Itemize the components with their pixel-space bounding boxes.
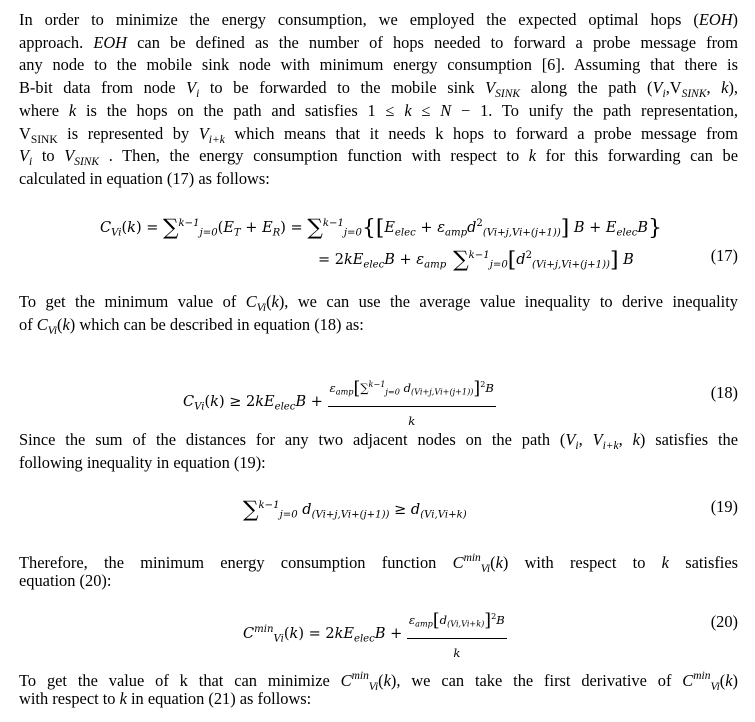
- text-line: [19, 453, 738, 473]
- text-segment: Therefore, the minimum energy consumption function: [19, 552, 453, 572]
- text-segment: E: [605, 220, 617, 237]
- text-segment: to be forwarded to the mobile sink: [199, 78, 486, 98]
- text-segment: k−1: [258, 500, 280, 511]
- text-segment: following inequality in equation (19):: [19, 452, 266, 472]
- text-segment: k: [404, 100, 412, 120]
- text-segment: j=0: [385, 386, 400, 397]
- text-segment: 2: [525, 250, 533, 261]
- text-segment: min: [351, 670, 369, 682]
- text-segment: d: [439, 612, 448, 627]
- equation-18: [183, 372, 496, 433]
- text-segment: (Vi,Vi+k): [447, 618, 485, 629]
- text-segment: +: [415, 220, 438, 237]
- text-segment: elec: [394, 227, 416, 239]
- text-segment: k: [210, 394, 219, 411]
- text-segment: elec: [353, 633, 375, 645]
- text-segment: B: [618, 252, 634, 269]
- text-segment: EOH: [93, 32, 127, 52]
- text-segment: SINK: [681, 88, 707, 101]
- text-segment: [: [353, 378, 361, 399]
- text-segment: k: [119, 688, 127, 708]
- text-segment: i: [575, 440, 579, 453]
- text-segment: ): [732, 670, 738, 690]
- text-segment: d: [516, 252, 526, 269]
- text-segment: − 1. To unify the path representation,: [451, 100, 738, 120]
- text-segment: ∑: [360, 380, 369, 395]
- text-segment: (: [121, 220, 128, 237]
- text-segment: can be defined as the number of hops needed to forward a probe message from: [127, 32, 738, 52]
- text-segment: ) = 2: [298, 626, 335, 643]
- equation-20-lhs: [243, 624, 407, 645]
- text-segment: ), we can use the average value inequality to derive inequality: [278, 292, 738, 311]
- text-segment: k−1: [322, 218, 344, 229]
- text-segment: ,: [578, 430, 593, 449]
- text-segment: k−1: [368, 379, 386, 389]
- text-segment: V: [485, 78, 496, 98]
- equation-19-number: (19): [710, 497, 738, 516]
- text-segment: B: [384, 252, 395, 269]
- text-segment: (: [719, 670, 726, 690]
- equation-17-line-2: [318, 244, 634, 278]
- text-segment: to: [32, 146, 65, 166]
- text-segment: R: [272, 227, 281, 239]
- text-segment: ε: [329, 380, 336, 395]
- equation-17-number: (17): [710, 246, 738, 265]
- text-segment: d: [297, 502, 312, 519]
- text-segment: ,: [706, 78, 722, 98]
- text-segment: E: [223, 220, 234, 237]
- text-segment: E: [262, 220, 273, 237]
- text-segment: SINK: [74, 156, 100, 169]
- equation-20-fraction: [407, 604, 507, 665]
- text-segment: ) with respect to: [502, 552, 662, 572]
- text-segment: ∑: [307, 215, 323, 241]
- text-segment: i: [29, 156, 33, 169]
- text-line: [19, 10, 738, 30]
- text-segment: ): [732, 10, 738, 29]
- equation-20-number: (20): [710, 612, 738, 631]
- text-segment: min: [254, 624, 274, 636]
- text-segment: B: [637, 220, 649, 237]
- text-segment: V: [652, 78, 663, 98]
- text-segment: amp: [424, 259, 447, 271]
- text-segment: V: [64, 146, 75, 166]
- text-segment: C: [100, 220, 112, 237]
- text-segment: ε: [408, 612, 416, 627]
- text-segment: k: [127, 220, 136, 237]
- text-segment: +: [240, 220, 263, 237]
- text-line: [19, 689, 738, 709]
- text-segment: ,V: [665, 78, 682, 98]
- text-segment: B: [496, 612, 505, 627]
- text-segment: [: [432, 610, 440, 631]
- text-segment: (: [283, 626, 290, 643]
- text-segment: B: [374, 626, 386, 643]
- text-line: [19, 33, 738, 53]
- text-segment: d: [410, 502, 421, 519]
- text-segment: ) =: [280, 220, 308, 237]
- text-segment: N: [440, 100, 452, 120]
- text-segment: k−1: [468, 250, 490, 261]
- text-segment: ∑: [162, 215, 179, 241]
- text-segment: ]: [609, 247, 619, 273]
- text-segment: Vi: [111, 227, 122, 239]
- text-segment: (: [204, 394, 211, 411]
- text-segment: is the hops on the path and satisfies 1 ≤: [76, 100, 405, 120]
- text-segment: +: [306, 394, 328, 411]
- text-segment: C: [36, 314, 48, 334]
- text-segment: along the path (: [520, 78, 653, 98]
- text-segment: ,: [618, 430, 633, 449]
- text-segment: V: [19, 146, 30, 166]
- fraction-denominator: [328, 407, 496, 433]
- text-segment: 2: [480, 379, 486, 389]
- text-line: [19, 101, 738, 121]
- text-segment: ≥: [389, 502, 411, 519]
- text-line: [19, 55, 738, 75]
- text-line: [19, 169, 738, 189]
- text-segment: 2: [491, 611, 497, 621]
- text-segment: V: [565, 430, 576, 449]
- text-segment: ), we can take the first derivative of: [390, 670, 683, 690]
- text-segment: ),: [728, 78, 739, 98]
- text-segment: C: [245, 292, 257, 311]
- text-segment: equation (20):: [19, 570, 112, 590]
- text-segment: {[: [361, 215, 385, 241]
- equation-18-fraction: [328, 372, 496, 433]
- text-segment: +: [385, 626, 407, 643]
- text-segment: (: [490, 552, 496, 572]
- text-segment: for this forwarding can be: [536, 146, 738, 166]
- text-segment: min: [463, 552, 481, 564]
- text-segment: amp: [335, 386, 354, 397]
- text-segment: ε: [416, 252, 425, 269]
- text-segment: k: [408, 413, 416, 428]
- text-segment: ∑: [446, 247, 469, 273]
- text-segment: In order to minimize the energy consumption, we employed the expected optimal hops (: [19, 10, 699, 29]
- text-segment: 2: [476, 218, 483, 229]
- text-segment: +: [584, 220, 606, 237]
- text-segment: C: [682, 670, 694, 690]
- text-segment: k: [721, 78, 729, 98]
- text-segment: k: [383, 670, 391, 690]
- text-segment: ∑: [243, 497, 259, 523]
- text-segment: approach.: [19, 32, 94, 52]
- equation-20: [243, 604, 507, 665]
- text-segment: amp: [444, 227, 468, 239]
- text-segment: ) satisfies the: [639, 430, 738, 449]
- text-segment: elec: [616, 227, 638, 239]
- text-segment: with respect to: [19, 688, 120, 708]
- text-segment: EOH: [698, 10, 733, 29]
- text-segment: To get the value of k that can minimize: [19, 670, 341, 690]
- text-segment: k: [453, 645, 461, 660]
- text-segment: +: [394, 252, 417, 269]
- text-segment: SINK: [30, 133, 58, 146]
- text-segment: elec: [274, 401, 296, 413]
- text-segment: i: [662, 88, 666, 101]
- text-segment: }: [648, 215, 662, 241]
- text-segment: Vi: [368, 680, 379, 693]
- text-segment: B: [569, 220, 585, 237]
- text-segment: Vi: [194, 401, 205, 413]
- text-segment: d: [399, 380, 411, 395]
- text-segment: k: [68, 100, 77, 120]
- text-segment: in equation (21) as follows:: [126, 688, 312, 708]
- text-segment: d: [467, 220, 477, 237]
- text-segment: k: [528, 146, 537, 166]
- text-segment: any node to the mobile sink node with minimum energy consumption [6]. Assuming that there is: [19, 55, 738, 75]
- text-segment: T: [233, 227, 241, 239]
- text-segment: To get the minimum value of: [19, 292, 246, 311]
- text-segment: k: [725, 670, 733, 690]
- text-line: [19, 315, 738, 341]
- text-segment: SINK: [495, 88, 521, 101]
- equation-18-lhs: [183, 394, 328, 413]
- text-segment: ) which can be described in equation (18) as:: [69, 314, 364, 334]
- text-segment: kE: [343, 252, 364, 269]
- text-segment: (: [57, 314, 63, 334]
- text-segment: k: [661, 552, 669, 572]
- equation-18-number: (18): [710, 383, 738, 402]
- equation-17-line-1: [100, 212, 662, 246]
- text-segment: k: [271, 292, 279, 311]
- text-segment: calculated in equation (17) as follows:: [19, 168, 270, 188]
- text-segment: is represented by: [57, 123, 199, 143]
- text-segment: k: [632, 430, 640, 449]
- text-segment: Vi: [273, 633, 284, 645]
- text-segment: (: [378, 670, 384, 690]
- text-segment: (Vi,Vi+k): [420, 509, 467, 521]
- text-segment: kE: [255, 394, 275, 411]
- text-segment: kE: [334, 626, 354, 643]
- text-segment: ]: [484, 610, 492, 631]
- text-segment: (: [217, 220, 224, 237]
- text-segment: Vi: [480, 562, 491, 575]
- text-segment: ) =: [135, 220, 163, 237]
- text-segment: ]: [560, 215, 570, 241]
- text-segment: (Vi+j,Vi+(j+1)): [482, 227, 561, 239]
- text-segment: k: [62, 314, 70, 334]
- text-segment: ≤: [411, 100, 441, 120]
- text-segment: Vi: [256, 302, 267, 315]
- text-segment: i+k: [602, 440, 619, 453]
- text-segment: Vi: [710, 680, 720, 693]
- text-segment: V: [19, 123, 31, 143]
- text-segment: [: [507, 247, 517, 273]
- text-segment: Since the sum of the distances for any two adjacent nodes on the path (: [19, 430, 566, 449]
- text-segment: ) ≥ 2: [218, 394, 256, 411]
- text-segment: C: [452, 552, 464, 572]
- text-line: [19, 571, 738, 591]
- text-segment: (: [266, 292, 272, 311]
- text-segment: which means that it needs k hops to forward a probe message from: [224, 123, 739, 143]
- text-segment: i+k: [208, 133, 225, 146]
- fraction-denominator: [407, 639, 507, 665]
- text-segment: j=0: [343, 227, 362, 239]
- text-segment: C: [183, 394, 195, 411]
- text-segment: j=0: [279, 509, 298, 521]
- text-segment: ε: [437, 220, 445, 237]
- text-segment: k: [495, 552, 503, 572]
- text-segment: C: [340, 670, 352, 690]
- text-segment: B: [295, 394, 307, 411]
- text-segment: k: [289, 626, 299, 643]
- text-segment: = 2: [318, 252, 344, 269]
- text-segment: C: [243, 626, 255, 643]
- text-segment: k−1: [178, 218, 200, 229]
- text-segment: min: [693, 670, 711, 682]
- fraction-numerator: [328, 372, 496, 407]
- text-segment: . Then, the energy consumption function with respect to: [99, 146, 529, 166]
- text-segment: V: [198, 123, 209, 143]
- text-segment: B-bit data from node: [19, 78, 187, 98]
- text-segment: satisfies: [668, 552, 738, 572]
- fraction-numerator: [407, 604, 507, 639]
- text-segment: (Vi+j,Vi+(j+1)): [411, 386, 474, 397]
- text-segment: (Vi+j,Vi+(j+1)): [311, 509, 390, 521]
- text-segment: V: [186, 78, 197, 98]
- text-segment: where: [19, 100, 69, 120]
- text-segment: B: [485, 380, 494, 395]
- equation-19: [243, 494, 467, 528]
- text-segment: j=0: [199, 227, 218, 239]
- text-segment: Vi: [47, 324, 58, 337]
- text-segment: ]: [473, 378, 481, 399]
- text-segment: i: [196, 88, 200, 101]
- text-segment: E: [384, 220, 395, 237]
- text-segment: amp: [415, 618, 433, 629]
- text-segment: elec: [363, 259, 385, 271]
- text-segment: of: [19, 314, 37, 334]
- text-segment: j=0: [489, 259, 508, 271]
- text-segment: (Vi+j,Vi+(j+1)): [532, 259, 610, 271]
- text-segment: V: [592, 430, 603, 449]
